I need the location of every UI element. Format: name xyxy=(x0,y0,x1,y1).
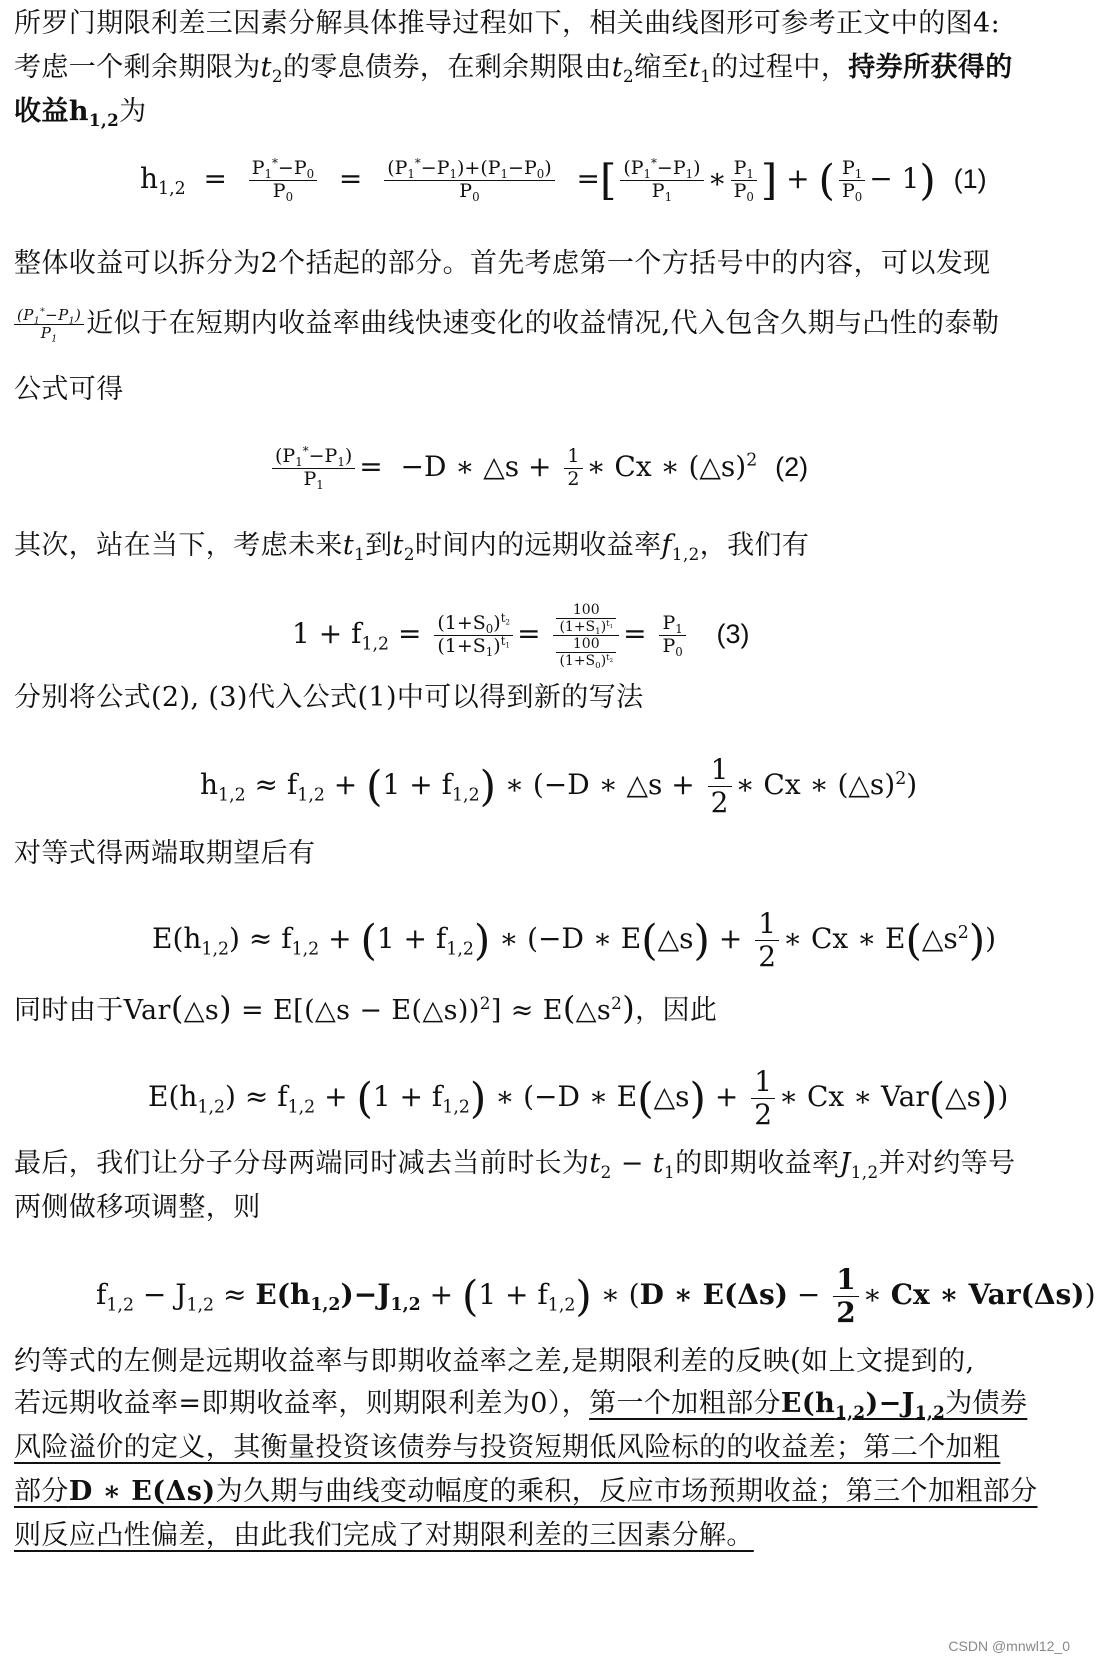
text: 约等式的左侧是远期收益率与即期收益率之差,是期限利差的反映(如上文提到的, xyxy=(14,1346,975,1377)
watermark: CSDN @mnwl12_0 xyxy=(948,1638,1070,1654)
text: 对等式得两端取期望后有 xyxy=(14,838,316,869)
text: 最后，我们让分子分母两端同时减去当前时长为 xyxy=(14,1148,590,1179)
para7-line1: 最后，我们让分子分母两端同时减去当前时长为$t_2 - t_1$的即期收益率$J_{1,2}$并对约等号 xyxy=(14,1148,1016,1182)
text: 的零息债券，在剩余期限由 xyxy=(282,52,612,83)
equation-1: $h_{1,2}$ = $\frac{P_1^*-P_0}{P_0}$ = $\frac{(P_1^*-P_1)+(P_1-P_0)}{P_0}$ =[ $\frac{(P_1^*-P_1)}{P_1}$ ∗ $\frac{P_1}{P_0}$ ] + ( $\frac{P_1}{P_0}$ − 1) (1) xyxy=(140,155,987,205)
equation-number: (2) xyxy=(775,451,809,482)
para8-line1 xyxy=(14,1344,975,1380)
underlined-text: 则反应凸性偏差，由此我们完成了对期限利差的三因素分解。 xyxy=(14,1520,754,1551)
text: 缩至 xyxy=(634,52,689,83)
equation-number: (3) xyxy=(716,619,750,650)
text: 所罗门期限利差三因素分解具体推导过程如下，相关曲线图形可参考正文中的图4: xyxy=(14,8,1001,39)
underlined-text: 部分 xyxy=(14,1476,69,1507)
text: 近似于在短期内收益率曲线快速变化的收益情况,代入包含久期与凸性的泰勒 xyxy=(86,308,1000,339)
equation-3: $1 + f_{1,2}$ = $\frac{(1+S_0)^{t_2}}{(1+S_1)^{t_1}}$ = $\frac{\frac{100}{(1+S_1)^{t_1}}}{\frac{100}{(1+S_0)^{t_2}}}$ = $\frac{P_1}{P_0}$ (3) xyxy=(292,602,750,672)
text: ，我们有 xyxy=(699,530,810,561)
numerator-100: 100 xyxy=(556,636,616,653)
text: 同时由于 xyxy=(14,995,124,1026)
para2-line3 xyxy=(14,372,124,408)
para4 xyxy=(14,680,644,716)
para1-line2: 考虑一个剩余期限为$t_2$的零息债券，在剩余期限由$t_2$缩至$t_1$的过程中，持券所获得的 xyxy=(14,52,1013,86)
text: ，因此 xyxy=(635,995,718,1026)
text: 的过程中， xyxy=(711,52,849,83)
para8-line2: 若远期收益率=即期收益率，则期限利差为0），第一个加粗部分$E(h_{1,2})-J_{1,2}$为债券 xyxy=(14,1388,1028,1422)
text: 考虑一个剩余期限为 xyxy=(14,52,261,83)
underlined-text: 第一个加粗部分 xyxy=(589,1388,781,1419)
para8-line3 xyxy=(14,1430,1000,1466)
para5 xyxy=(14,836,315,872)
bold-text: 持券所获得的 xyxy=(848,52,1013,83)
text: 时间内的远期收益率 xyxy=(414,530,662,561)
para8-line4: 部分D ∗ E(Δs)为久期与曲线变动幅度的乘积，反应市场预期收益；第三个加粗部分 xyxy=(14,1476,1038,1507)
text: 其次，站在当下，考虑未来 xyxy=(14,530,343,561)
para1-line3: 收益$h_{1,2}$为 xyxy=(14,96,147,130)
underlined-text: 为久期与曲线变动幅度的乘积，反应市场预期收益；第三个加粗部分 xyxy=(215,1476,1038,1507)
text: 到 xyxy=(365,530,393,561)
underlined-text: 为债券 xyxy=(945,1388,1028,1419)
para1-line1 xyxy=(14,6,1000,42)
para6: 同时由于Var(△s) = E[(△s − E(△s))$^2$] ≈ $E(\triangle s^2)$，因此 xyxy=(14,989,718,1027)
para2-line1 xyxy=(14,246,991,282)
equation-4: $h_{1,2} \approx f_{1,2} + (1 + f_{1,2})$ ∗ (−D ∗ △s + $\frac{1}{2}$ ∗ Cx ∗ (△s)$^2$) xyxy=(200,753,918,820)
equation-2: $\frac{(P_1^*-P_1)}{P_1}$ = −D ∗ △s + $\frac{1}{2}$ ∗ Cx ∗ (△s)$^2$ (2) xyxy=(268,446,808,491)
numerator-100: 100 xyxy=(556,602,616,619)
bold-text: 收益 xyxy=(14,96,69,127)
text: 为 xyxy=(119,96,147,127)
text: 公式可得 xyxy=(14,374,124,405)
para7-line2 xyxy=(14,1190,261,1226)
text: 两侧做移项调整，则 xyxy=(14,1192,261,1223)
text: 分别将公式(2), (3)代入公式(1)中可以得到新的写法 xyxy=(14,682,644,713)
equation-number: (1) xyxy=(953,163,987,194)
para2-line2: $\frac{(P_1^*-P_1)}{P_1}$ 近似于在短期内收益率曲线快速变化的收益情况,代入包含久期与凸性的泰勒 xyxy=(14,306,999,342)
underlined-text: 风险溢价的定义，其衡量投资该债券与投资短期低风险标的的收益差；第二个加粗 xyxy=(14,1432,1001,1463)
para3: 其次，站在当下，考虑未来$t_1$到$t_2$时间内的远期收益率$f_{1,2}$，我们有 xyxy=(14,530,810,564)
text: 并对约等号 xyxy=(878,1148,1016,1179)
text: 的即期收益率 xyxy=(675,1148,840,1179)
text: 若远期收益率=即期收益率，则期限利差为0）， xyxy=(14,1388,590,1419)
equation-6: $E(h_{1,2}) \approx f_{1,2} + (1 + f_{1,2})$ ∗ (−D ∗ E(△s) + $\frac{1}{2}$ ∗ Cx ∗ Var(△s)) xyxy=(148,1065,1009,1132)
equation-7: $f_{1,2} - J_{1,2} \approx E(h_{1,2})-J_{1,2} + (1 + f_{1,2})$ ∗ (D ∗ E(Δs) − $\frac{1}{2}$ ∗ Cx ∗ Var(Δs)) xyxy=(96,1263,1096,1330)
para8-line5 xyxy=(14,1518,754,1554)
equation-5: $E(h_{1,2}) \approx f_{1,2} + (1 + f_{1,2})$ ∗ (−D ∗ E(△s) + $\frac{1}{2}$ ∗ Cx ∗ $E(\triangle s^2)$) xyxy=(152,907,997,974)
text: 整体收益可以拆分为2个括起的部分。首先考虑第一个方括号中的内容，可以发现 xyxy=(14,248,991,279)
